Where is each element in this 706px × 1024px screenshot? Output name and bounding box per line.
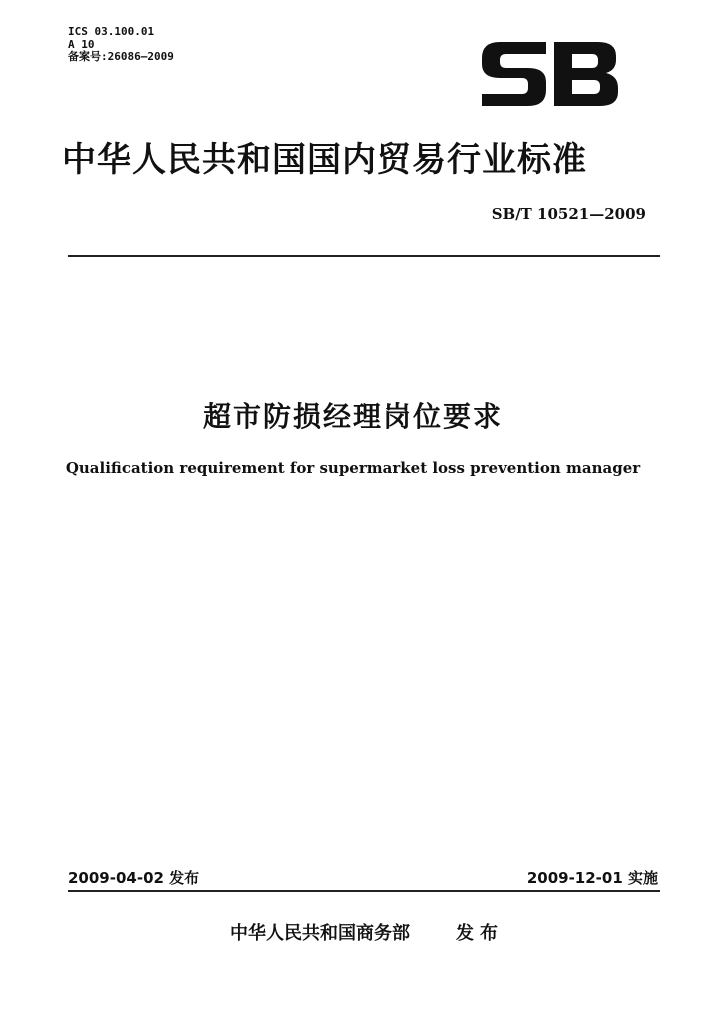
sb-logo-mark (478, 34, 620, 112)
category-code: A 10 (68, 37, 95, 51)
standard-number: SB/T 10521—2009 (491, 205, 646, 223)
filing-number: 备案号:26086—2009 (68, 50, 174, 63)
ics-code: ICS 03.100.01 (68, 25, 155, 38)
org-title: 中华人民共和国国内贸易行业标准 (62, 140, 587, 180)
issue-date: 2009-04-02 发布 (68, 869, 200, 887)
classification-block (68, 26, 174, 64)
sb-logo (478, 34, 620, 112)
header-divider (68, 255, 660, 257)
publish-label: 发布 (456, 923, 504, 944)
chinese-title: 超市防损经理岗位要求 (202, 400, 503, 433)
footer-divider (68, 890, 660, 892)
english-title: Qualification requirement for supermarket loss prevention manager (65, 459, 641, 477)
publisher-name: 中华人民共和国商务部 (230, 923, 410, 944)
implementation-date: 2009-12-01 实施 (526, 869, 658, 887)
